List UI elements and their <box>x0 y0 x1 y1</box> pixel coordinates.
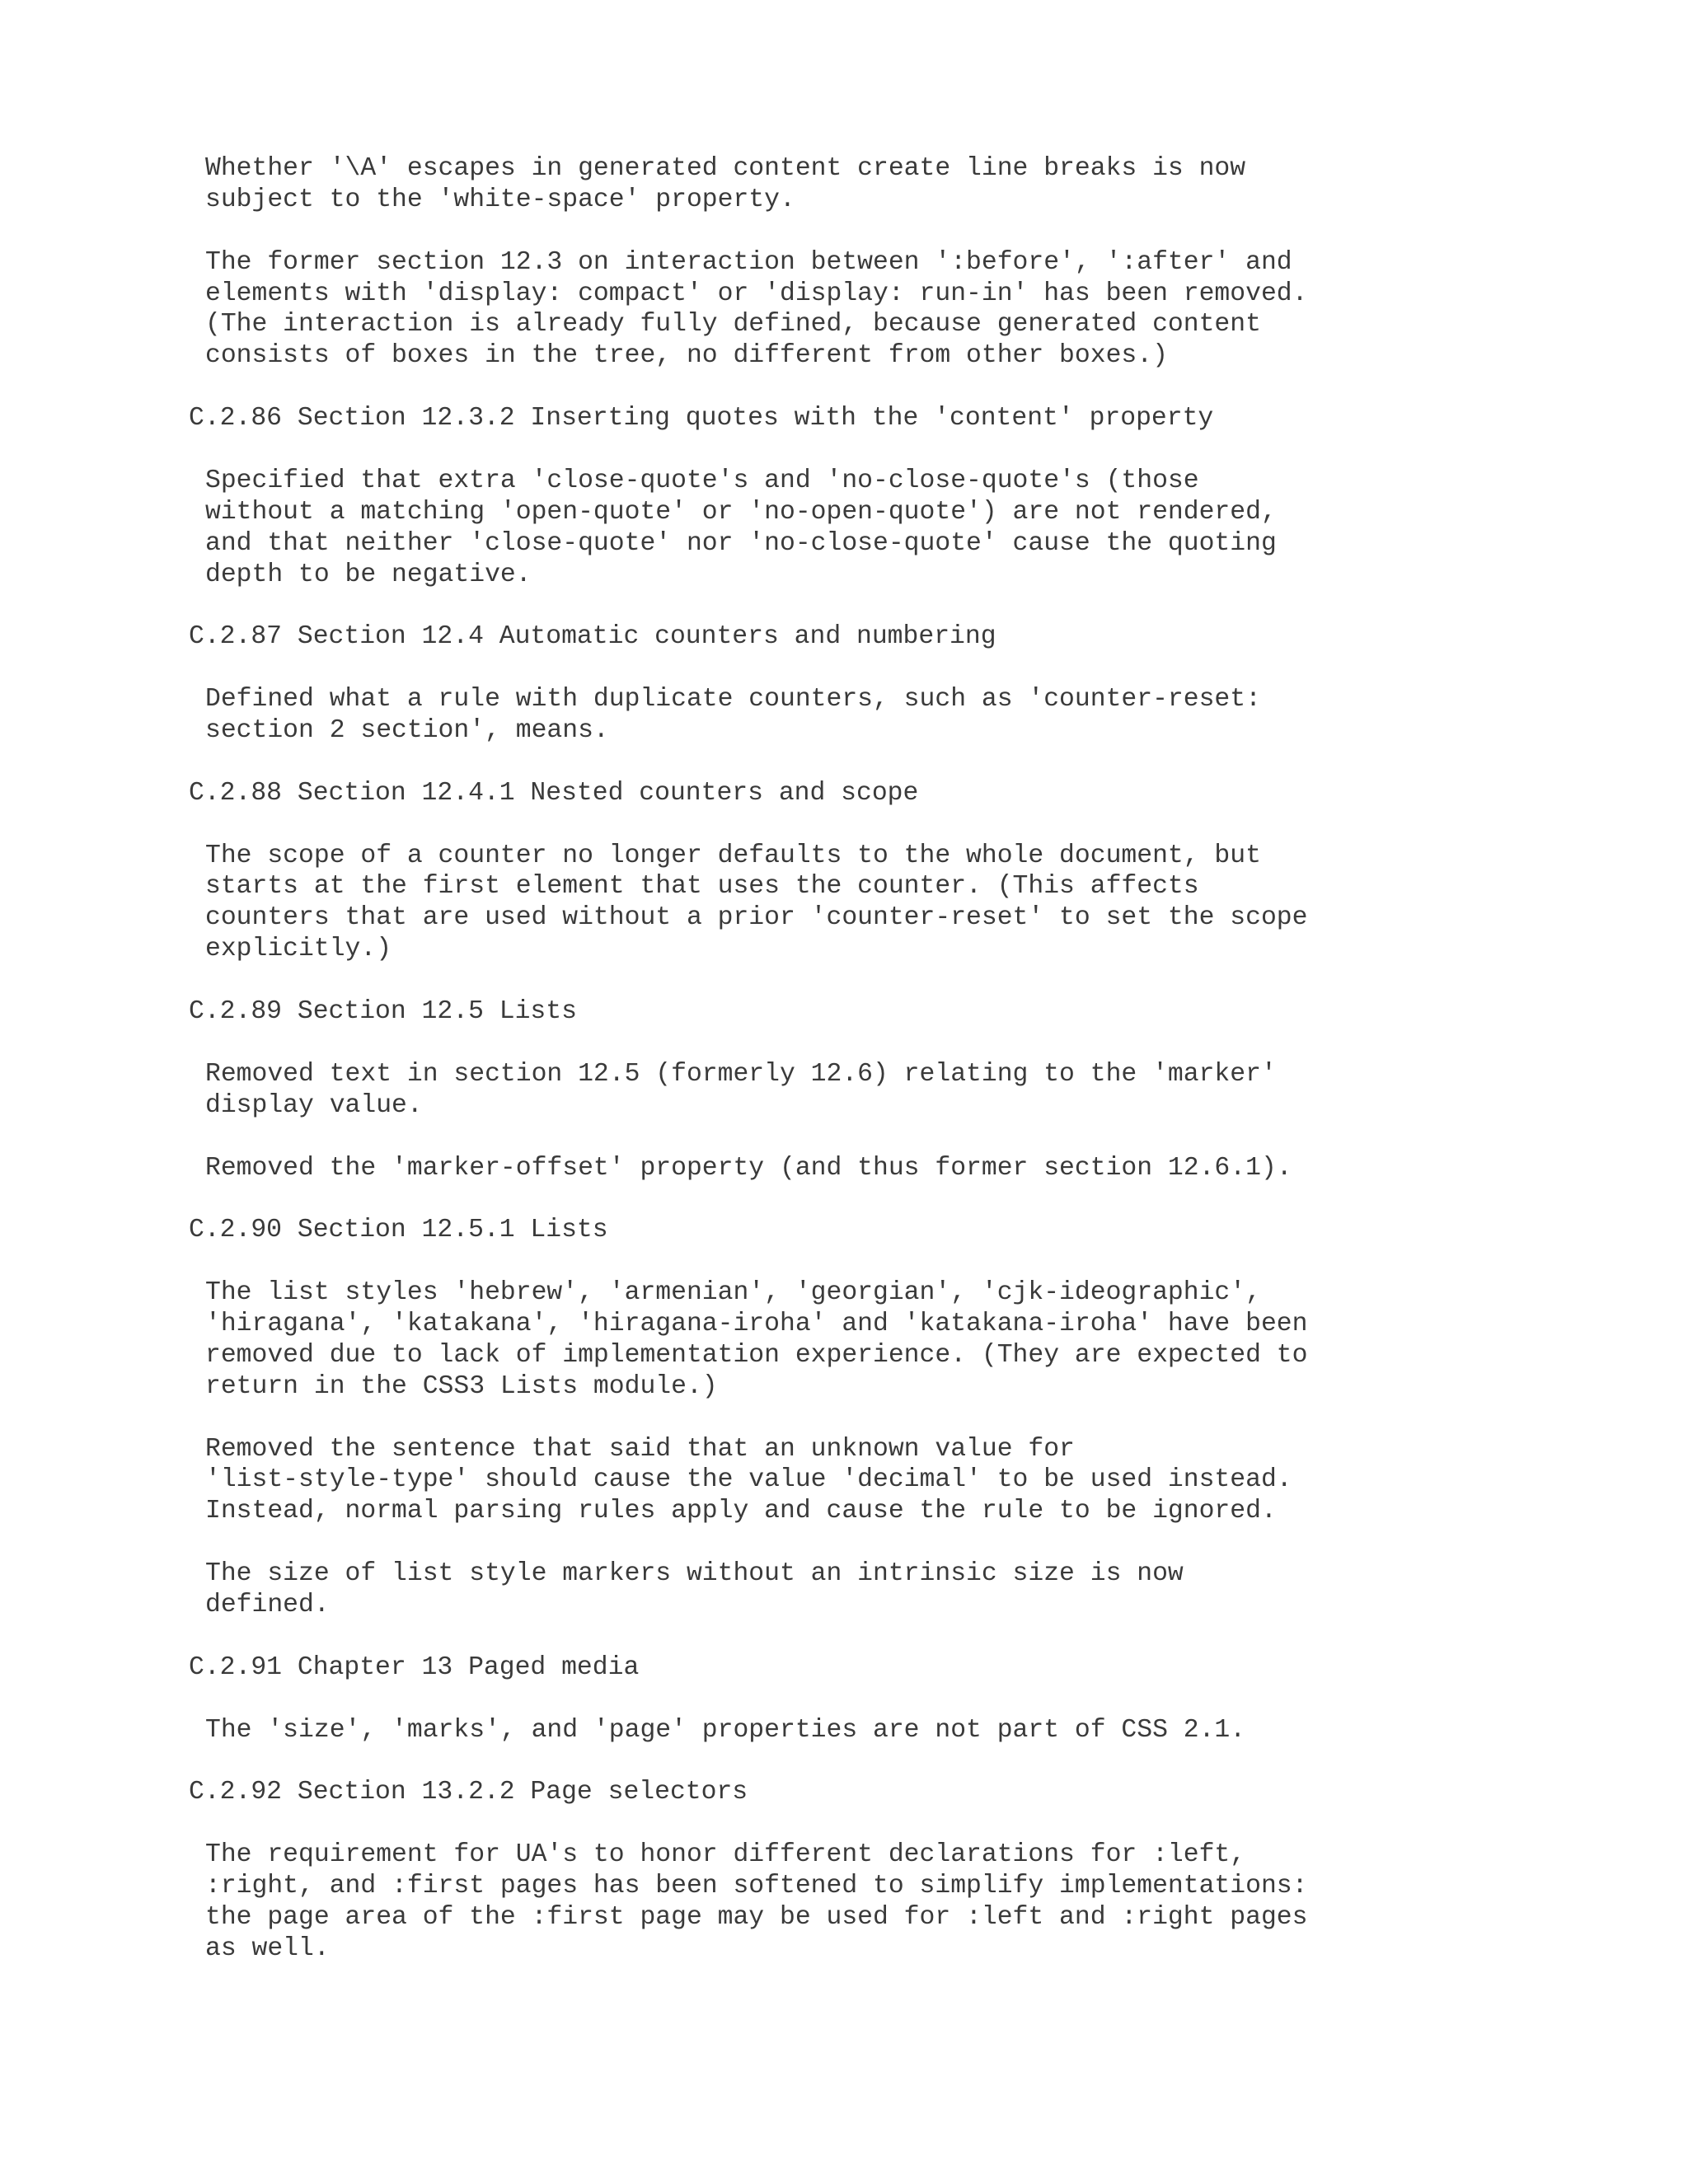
paragraph <box>205 247 1639 373</box>
paragraph <box>205 684 1639 747</box>
section-heading <box>189 403 1639 434</box>
paragraph-line: Removed the sentence that said that an unknown value for <box>205 1434 1075 1464</box>
paragraph <box>205 841 1639 966</box>
paragraph <box>205 1059 1639 1122</box>
paragraph-line: The former section 12.3 on interaction between ':before', ':after' and <box>205 247 1292 277</box>
paragraph-line: defined. <box>205 1590 330 1619</box>
paragraph-spacer <box>189 372 1639 403</box>
heading-text: C.2.88 Section 12.4.1 Nested counters and scope <box>189 778 919 808</box>
paragraph-line: The scope of a counter no longer defaults to the whole document, but <box>205 841 1261 870</box>
heading-text: C.2.92 Section 13.2.2 Page selectors <box>189 1778 748 1807</box>
paragraph-line: return in the CSS3 Lists module.) <box>205 1371 718 1401</box>
section-heading <box>189 996 1639 1028</box>
heading-text: C.2.87 Section 12.4 Automatic counters and numbering <box>189 622 996 652</box>
paragraph-line: Removed text in section 12.5 (formerly 12.6) relating to the 'marker' <box>205 1059 1277 1089</box>
paragraph-line: subject to the 'white-space' property. <box>205 185 795 214</box>
paragraph <box>205 466 1639 591</box>
paragraph-line: explicitly.) <box>205 935 392 964</box>
paragraph-line: Specified that extra 'close-quote's and 'no-close-quote's (those <box>205 466 1199 495</box>
paragraph-spacer <box>189 809 1639 841</box>
paragraph <box>205 1153 1639 1184</box>
paragraph-line: removed due to lack of implementation experience. (They are expected to <box>205 1340 1308 1370</box>
section-heading <box>189 621 1639 653</box>
paragraph-line: 'hiragana', 'katakana', 'hiragana-iroha' and 'katakana-iroha' have been <box>205 1309 1308 1338</box>
paragraph-spacer <box>189 1122 1639 1153</box>
paragraph-spacer <box>189 1246 1639 1277</box>
paragraph <box>205 1434 1639 1528</box>
heading-text: C.2.86 Section 12.3.2 Inserting quotes with the 'content' property <box>189 404 1214 434</box>
paragraph-spacer <box>189 216 1639 247</box>
paragraph-line: consists of boxes in the tree, no different from other boxes.) <box>205 341 1168 371</box>
paragraph <box>205 1558 1639 1621</box>
paragraph-line: The 'size', 'marks', and 'page' properties are not part of CSS 2.1. <box>205 1715 1246 1745</box>
paragraph <box>205 1277 1639 1403</box>
paragraph-spacer <box>189 1808 1639 1840</box>
paragraph-spacer <box>189 1527 1639 1558</box>
paragraph-line: The size of list style markers without an intrinsic size is now <box>205 1559 1184 1589</box>
document-body <box>189 153 1639 1965</box>
paragraph-spacer <box>189 1746 1639 1777</box>
paragraph-spacer <box>189 1621 1639 1652</box>
paragraph-line: :right, and :first pages has been softened to simplify implementations: <box>205 1871 1308 1900</box>
section-heading <box>189 778 1639 809</box>
paragraph-spacer <box>189 1028 1639 1059</box>
paragraph-line: section 2 section', means. <box>205 716 609 746</box>
paragraph-line: The list styles 'hebrew', 'armenian', 'georgian', 'cjk-ideographic', <box>205 1278 1261 1308</box>
paragraph-line: and that neither 'close-quote' nor 'no-close-quote' cause the quoting <box>205 528 1277 558</box>
paragraph-line: elements with 'display: compact' or 'display: run-in' has been removed. <box>205 279 1308 308</box>
paragraph-spacer <box>189 1684 1639 1715</box>
paragraph-line: the page area of the :first page may be used for :left and :right pages <box>205 1902 1308 1932</box>
paragraph-line: Instead, normal parsing rules apply and cause the rule to be ignored. <box>205 1497 1277 1526</box>
heading-text: C.2.89 Section 12.5 Lists <box>189 997 577 1027</box>
section-heading <box>189 1777 1639 1808</box>
paragraph-line: without a matching 'open-quote' or 'no-open-quote') are not rendered, <box>205 497 1277 527</box>
paragraph-line: The requirement for UA's to honor different declarations for :left, <box>205 1840 1246 1870</box>
paragraph <box>205 1840 1639 1965</box>
section-heading <box>189 1652 1639 1684</box>
paragraph-line: Removed the 'marker-offset' property (and thus former section 12.6.1). <box>205 1153 1292 1183</box>
heading-text: C.2.90 Section 12.5.1 Lists <box>189 1216 608 1245</box>
paragraph <box>205 153 1639 216</box>
paragraph-spacer <box>189 965 1639 996</box>
paragraph-line: (The interaction is already fully defined, because generated content <box>205 310 1261 340</box>
paragraph-line: as well. <box>205 1933 330 1963</box>
paragraph-line: display value. <box>205 1090 423 1120</box>
paragraph-spacer <box>189 747 1639 778</box>
heading-text: C.2.91 Chapter 13 Paged media <box>189 1652 640 1682</box>
paragraph <box>205 1715 1639 1746</box>
paragraph-spacer <box>189 653 1639 684</box>
paragraph-spacer <box>189 1403 1639 1434</box>
paragraph-line: depth to be negative. <box>205 560 532 589</box>
paragraph-spacer <box>189 1183 1639 1215</box>
paragraph-line: Defined what a rule with duplicate counters, such as 'counter-reset: <box>205 685 1261 715</box>
paragraph-line: 'list-style-type' should cause the value 'decimal' to be used instead. <box>205 1465 1292 1495</box>
paragraph-spacer <box>189 434 1639 466</box>
paragraph-spacer <box>189 590 1639 621</box>
paragraph-line: counters that are used without a prior 'counter-reset' to set the scope <box>205 903 1308 933</box>
section-heading <box>189 1215 1639 1246</box>
paragraph-line: starts at the first element that uses the counter. (This affects <box>205 872 1199 902</box>
paragraph-line: Whether '\A' escapes in generated content create line breaks is now <box>205 154 1246 183</box>
